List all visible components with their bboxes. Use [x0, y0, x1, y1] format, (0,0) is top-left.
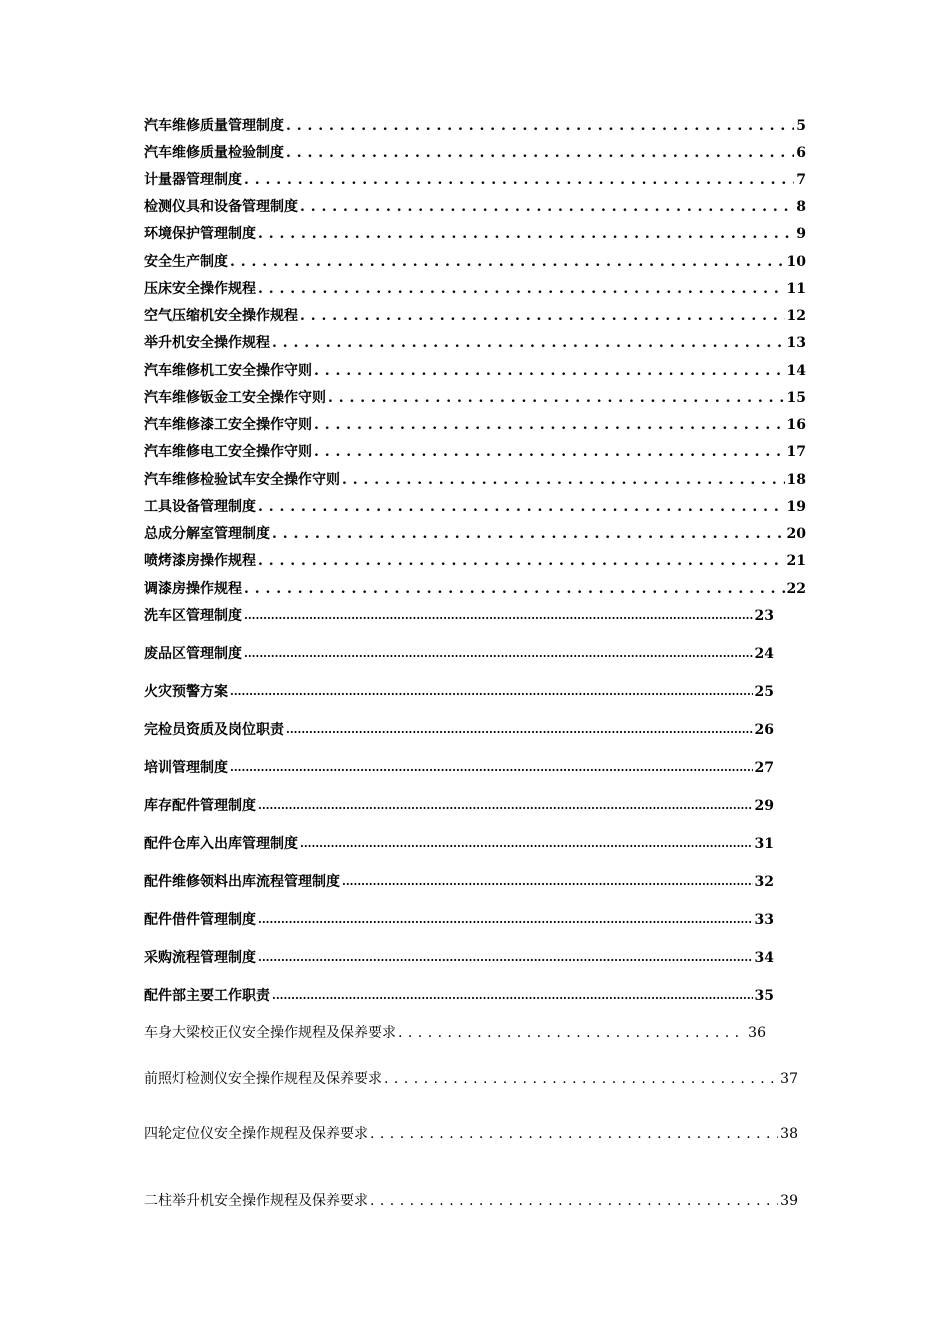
dot-leader	[258, 496, 785, 518]
dot-leader	[370, 1123, 778, 1145]
dot-leader	[272, 523, 785, 545]
toc-entry-page: 29	[754, 798, 774, 814]
toc-entry[interactable]	[144, 223, 806, 245]
toc-entry-title: 汽车维修漆工安全操作守则	[144, 417, 312, 433]
toc-entry-page: 27	[754, 760, 774, 776]
dot-leader	[244, 578, 785, 600]
toc-entry-page: 32	[754, 874, 774, 890]
toc-entry[interactable]	[144, 1190, 798, 1212]
toc-entry[interactable]	[144, 142, 806, 164]
toc-entry-page: 26	[754, 722, 774, 738]
toc-entry[interactable]	[144, 947, 774, 969]
dot-leader	[342, 871, 753, 893]
dot-leader	[286, 115, 794, 137]
dot-leader	[342, 469, 785, 491]
dot-leader	[244, 169, 794, 191]
toc-entry-page: 8	[796, 199, 806, 215]
toc-entry-page: 16	[786, 417, 806, 433]
dot-leader	[258, 947, 753, 969]
toc-entry-page: 5	[796, 118, 806, 134]
toc-entry[interactable]	[144, 578, 806, 600]
toc-entry[interactable]	[144, 115, 806, 137]
toc-entry-title: 配件部主要工作职责	[144, 988, 270, 1004]
toc-entry-title: 汽车维修检验试车安全操作守则	[144, 472, 340, 488]
toc-entry-page: 31	[754, 836, 774, 852]
toc-entry[interactable]	[144, 414, 806, 436]
toc-entry-page: 35	[754, 988, 774, 1004]
toc-entry[interactable]	[144, 605, 774, 627]
toc-entry[interactable]	[144, 332, 806, 354]
dot-leader	[230, 681, 753, 703]
toc-entry-page: 15	[786, 390, 806, 406]
dot-leader	[258, 909, 753, 931]
dot-leader	[258, 795, 753, 817]
toc-entry-page: 39	[780, 1193, 798, 1209]
toc-entry-page: 20	[786, 526, 806, 542]
toc-entry-page: 12	[786, 308, 806, 324]
toc-entry[interactable]	[144, 305, 806, 327]
toc-entry-page: 7	[796, 172, 806, 188]
toc-entry[interactable]	[144, 550, 806, 572]
toc-entry-page: 11	[786, 281, 806, 297]
toc-entry-title: 火灾预警方案	[144, 684, 228, 700]
toc-entry-title: 采购流程管理制度	[144, 950, 256, 966]
toc-entry-page: 33	[754, 912, 774, 928]
toc-entry[interactable]	[144, 1068, 798, 1090]
toc-entry-page: 36	[748, 1025, 766, 1041]
toc-entry-title: 汽车维修钣金工安全操作守则	[144, 390, 326, 406]
dot-leader	[384, 1068, 778, 1090]
toc-entry[interactable]	[144, 251, 806, 273]
toc-entry-title: 汽车维修机工安全操作守则	[144, 363, 312, 379]
toc-entry-title: 检测仪具和设备管理制度	[144, 199, 298, 215]
toc-entry-page: 22	[786, 581, 806, 597]
toc-entry[interactable]	[144, 360, 806, 382]
dot-leader	[314, 360, 785, 382]
toc-entry-page: 24	[754, 646, 774, 662]
toc-entry[interactable]	[144, 795, 774, 817]
toc-entry-title: 四轮定位仪安全操作规程及保养要求	[144, 1126, 368, 1142]
toc-entry-title: 汽车维修质量检验制度	[144, 145, 284, 161]
dot-leader	[244, 643, 753, 665]
toc-entry[interactable]	[144, 278, 806, 300]
dot-leader	[230, 757, 753, 779]
toc-entry-page: 14	[786, 363, 806, 379]
dot-leader	[258, 550, 785, 572]
toc-entry[interactable]	[144, 496, 806, 518]
toc-entry-page: 37	[780, 1071, 798, 1087]
toc-entry[interactable]	[144, 757, 774, 779]
dot-leader	[300, 196, 794, 218]
dot-leader	[286, 142, 794, 164]
toc-entry-title: 汽车维修质量管理制度	[144, 118, 284, 134]
toc-entry[interactable]	[144, 1123, 798, 1145]
dot-leader	[272, 332, 785, 354]
toc-entry-page: 38	[780, 1126, 798, 1142]
toc-entry-title: 完检员资质及岗位职责	[144, 722, 284, 738]
toc-entry-page: 23	[754, 608, 774, 624]
toc-entry-title: 前照灯检测仪安全操作规程及保养要求	[144, 1071, 382, 1087]
toc-entry-page: 25	[754, 684, 774, 700]
toc-entry[interactable]	[144, 1022, 766, 1044]
dot-leader	[244, 605, 753, 627]
dot-leader	[230, 251, 785, 273]
dot-leader	[314, 414, 785, 436]
toc-entry-title: 培训管理制度	[144, 760, 228, 776]
toc-entry-title: 车身大梁校正仪安全操作规程及保养要求	[144, 1025, 396, 1041]
toc-entry-page: 10	[786, 254, 806, 270]
toc-entry-title: 环境保护管理制度	[144, 226, 256, 242]
dot-leader	[286, 719, 753, 741]
toc-entry-title: 废品区管理制度	[144, 646, 242, 662]
toc-entry[interactable]	[144, 643, 774, 665]
dot-leader	[300, 305, 785, 327]
toc-entry-title: 空气压缩机安全操作规程	[144, 308, 298, 324]
dot-leader	[258, 223, 794, 245]
toc-entry-page: 17	[786, 444, 806, 460]
toc-entry-title: 举升机安全操作规程	[144, 335, 270, 351]
toc-entry[interactable]	[144, 681, 774, 703]
toc-entry[interactable]	[144, 719, 774, 741]
toc-entry-title: 调漆房操作规程	[144, 581, 242, 597]
toc-entry-title: 洗车区管理制度	[144, 608, 242, 624]
toc-entry-title: 库存配件管理制度	[144, 798, 256, 814]
toc-entry[interactable]	[144, 441, 806, 463]
toc-entry-title: 配件借件管理制度	[144, 912, 256, 928]
toc-entry-page: 18	[786, 472, 806, 488]
toc-entry[interactable]	[144, 196, 806, 218]
dot-leader	[314, 441, 785, 463]
toc-entry-page: 9	[796, 226, 806, 242]
toc-entry[interactable]	[144, 523, 806, 545]
dot-leader	[300, 833, 753, 855]
toc-entry-title: 二柱举升机安全操作规程及保养要求	[144, 1193, 368, 1209]
toc-entry[interactable]	[144, 833, 774, 855]
toc-entry-page: 19	[786, 499, 806, 515]
toc-entry-title: 工具设备管理制度	[144, 499, 256, 515]
dot-leader	[398, 1022, 746, 1044]
toc-entry-title: 配件维修领料出库流程管理制度	[144, 874, 340, 890]
dot-leader	[370, 1190, 778, 1212]
toc-entry[interactable]	[144, 387, 806, 409]
toc-entry[interactable]	[144, 169, 806, 191]
dot-leader	[258, 278, 785, 300]
toc-entry[interactable]	[144, 469, 806, 491]
toc-entry-page: 6	[796, 145, 806, 161]
toc-entry-title: 汽车维修电工安全操作守则	[144, 444, 312, 460]
toc-entry-title: 配件仓库入出库管理制度	[144, 836, 298, 852]
toc-entry-title: 喷烤漆房操作规程	[144, 553, 256, 569]
toc-entry-title: 计量器管理制度	[144, 172, 242, 188]
toc-entry[interactable]	[144, 871, 774, 893]
toc-entry-title: 总成分解室管理制度	[144, 526, 270, 542]
toc-entry[interactable]	[144, 909, 774, 931]
toc-entry-page: 13	[786, 335, 806, 351]
toc-entry[interactable]	[144, 985, 774, 1007]
dot-leader	[328, 387, 785, 409]
toc-entry-page: 34	[754, 950, 774, 966]
toc-entry-title: 压床安全操作规程	[144, 281, 256, 297]
toc-entry-title: 安全生产制度	[144, 254, 228, 270]
toc-entry-page: 21	[786, 553, 806, 569]
dot-leader	[272, 985, 753, 1007]
